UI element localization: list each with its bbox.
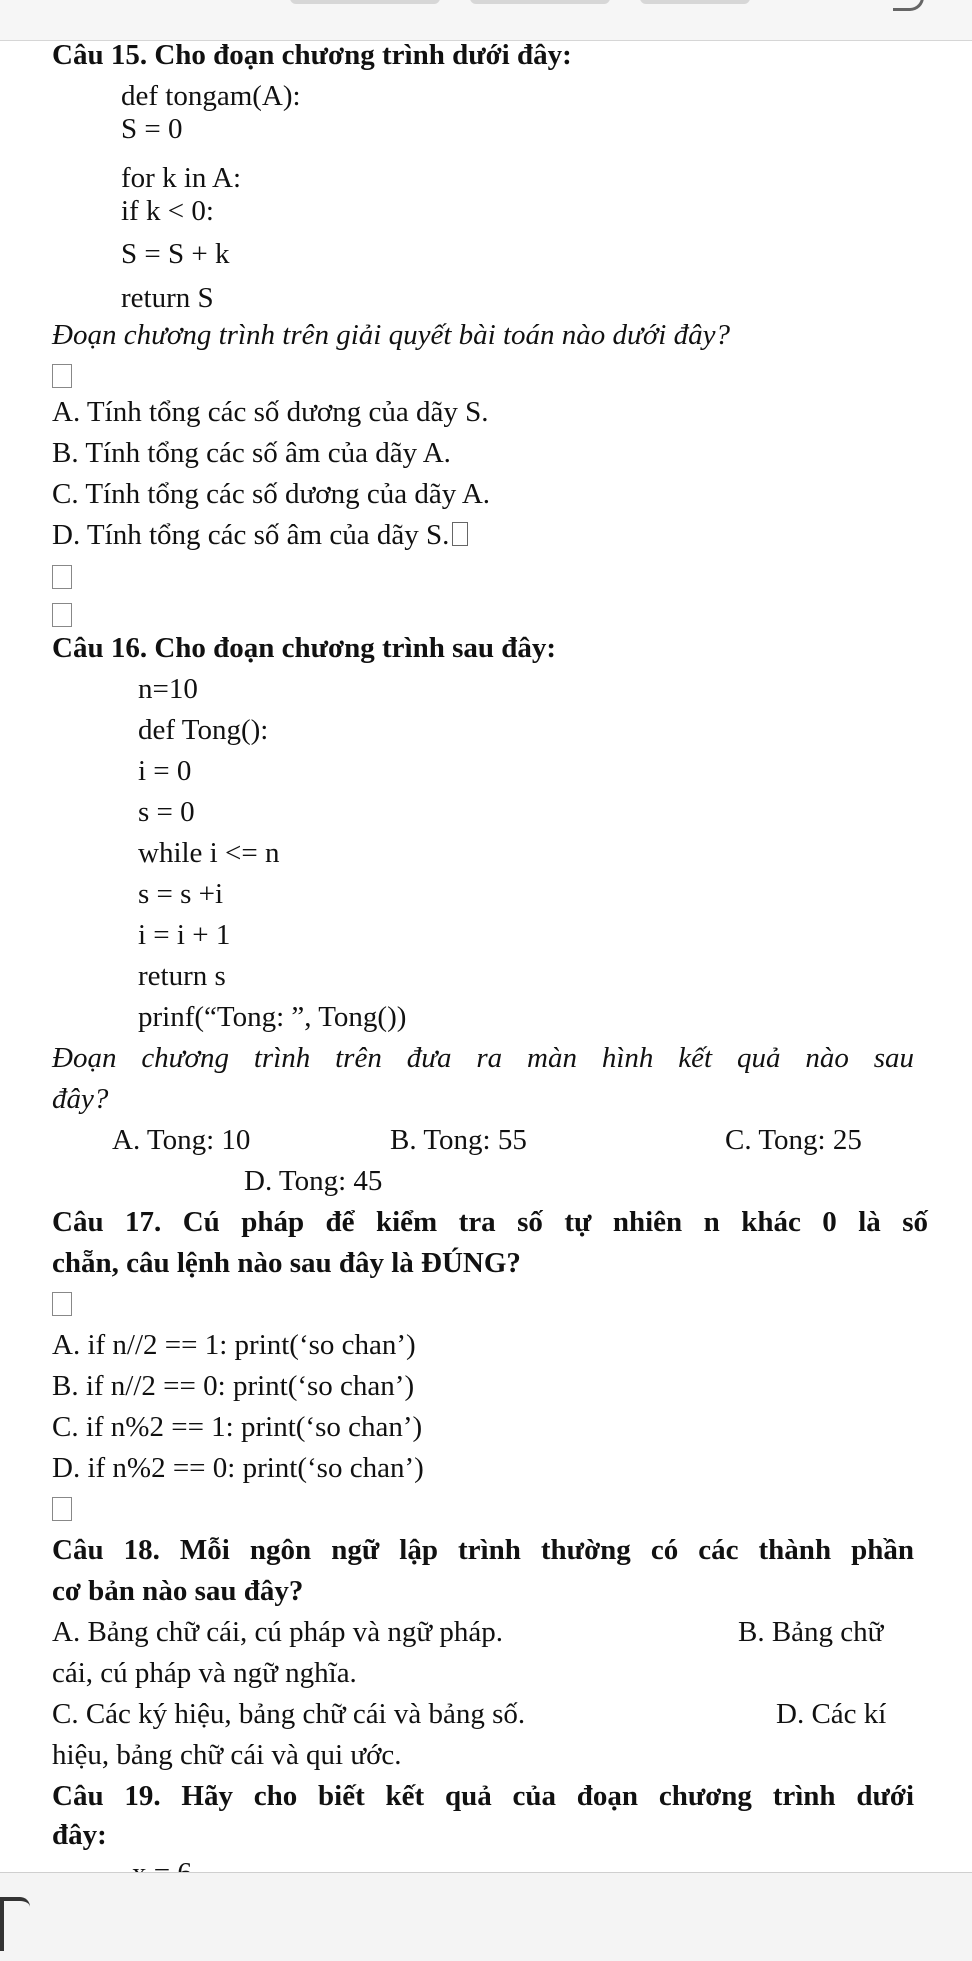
- q18-title: Câu 18. Mỗi ngôn ngữ lập trình thường có các thành phần: [52, 1534, 914, 1566]
- q15-code-line: return S: [121, 282, 214, 314]
- q17-title: Câu 17. Cú pháp để kiểm tra số tự nhiên n khác 0 là số: [52, 1206, 928, 1238]
- q16-code-line: return s: [138, 960, 226, 992]
- q15-option-b: B. Tính tổng các số âm của dãy A.: [52, 437, 451, 469]
- back-arrow-icon[interactable]: [0, 1897, 30, 1951]
- toolbar-fragment: [470, 0, 610, 4]
- placeholder-box: [52, 1286, 72, 1322]
- q15-code-line: if k < 0:: [121, 195, 214, 227]
- q16-prompt: Đoạn chương trình trên đưa ra màn hình kết quả nào sau: [52, 1042, 914, 1074]
- q16-code-line: while i <= n: [138, 837, 280, 869]
- q16-prompt-cont: đây?: [52, 1083, 109, 1115]
- document-page: [0, 40, 972, 1872]
- missing-glyph: [452, 522, 468, 546]
- bottom-toolbar: [0, 1872, 972, 1961]
- q18-option-b-cont: cái, cú pháp và ngữ nghĩa.: [52, 1657, 357, 1689]
- q16-code-line: i = i + 1: [138, 919, 231, 951]
- q15-code-line: S = S + k: [121, 238, 230, 270]
- q18-option-d: D. Các kí: [776, 1698, 887, 1730]
- q18-option-b: B. Bảng chữ: [738, 1616, 884, 1648]
- q17-title-cont: chẵn, câu lệnh nào sau đây là ĐÚNG?: [52, 1247, 521, 1279]
- q16-code-line: s = s +i: [138, 878, 224, 910]
- q17-option-c: C. if n%2 == 1: print(‘so chan’): [52, 1411, 423, 1443]
- q15-option-a: A. Tính tổng các số dương của dãy S.: [52, 396, 489, 428]
- q15-option-c: C. Tính tổng các số dương của dãy A.: [52, 478, 491, 510]
- q16-option-a: A. Tong: 10: [112, 1124, 251, 1156]
- q16-code-line: n=10: [138, 673, 198, 705]
- placeholder-box: [52, 1491, 72, 1527]
- toolbar-icon[interactable]: [893, 0, 924, 11]
- q17-option-a: A. if n//2 == 1: print(‘so chan’): [52, 1329, 416, 1361]
- q15-code-line: for k in A:: [121, 162, 242, 194]
- q15-option-d-line: [52, 517, 468, 553]
- q19-title: Câu 19. Hãy cho biết kết quả của đoạn chương trình dưới: [52, 1780, 914, 1812]
- toolbar-fragment: [290, 0, 440, 4]
- q17-option-d: D. if n%2 == 0: print(‘so chan’): [52, 1452, 424, 1484]
- toolbar-fragment: [640, 0, 750, 4]
- q16-code-line: i = 0: [138, 755, 192, 787]
- q16-title: Câu 16. Cho đoạn chương trình sau đây:: [52, 632, 557, 664]
- q15-code-line: S = 0: [121, 113, 183, 145]
- q18-title-cont: cơ bản nào sau đây?: [52, 1575, 304, 1607]
- q15-prompt: Đoạn chương trình trên giải quyết bài toán nào dưới đây?: [52, 319, 730, 351]
- q16-option-d: D. Tong: 45: [244, 1165, 383, 1197]
- placeholder-box: [52, 358, 72, 394]
- q16-option-b: B. Tong: 55: [390, 1124, 527, 1156]
- placeholder-box: [52, 559, 72, 595]
- q15-title: Câu 15. Cho đoạn chương trình dưới đây:: [52, 39, 572, 71]
- q17-option-b: B. if n//2 == 0: print(‘so chan’): [52, 1370, 415, 1402]
- top-toolbar: [0, 0, 972, 41]
- q19-title-cont: đây:: [52, 1819, 107, 1851]
- q18-option-c: C. Các ký hiệu, bảng chữ cái và bảng số.: [52, 1698, 526, 1730]
- q16-option-c: C. Tong: 25: [725, 1124, 862, 1156]
- q16-code-line: s = 0: [138, 796, 195, 828]
- q18-option-a: A. Bảng chữ cái, cú pháp và ngữ pháp.: [52, 1616, 504, 1648]
- q18-option-d-cont: hiệu, bảng chữ cái và qui ước.: [52, 1739, 402, 1771]
- q16-code-line: prinf(“Tong: ”, Tong()): [138, 1001, 407, 1033]
- placeholder-box: [52, 597, 72, 633]
- q15-option-d: D. Tính tổng các số âm của dãy S.: [52, 519, 450, 551]
- q16-code-line: def Tong():: [138, 714, 269, 746]
- q15-code-line: def tongam(A):: [121, 80, 301, 112]
